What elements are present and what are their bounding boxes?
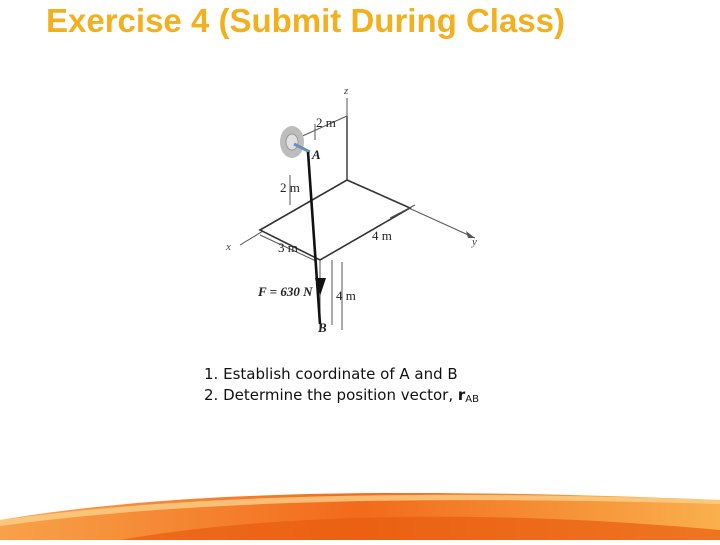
support-ring-inner [286, 134, 298, 150]
footer-swoosh-graphic [0, 460, 720, 540]
force-label: F = 630 N [258, 284, 313, 299]
position-vector-symbol: r [457, 386, 466, 404]
instruction-number: 1. [204, 365, 219, 383]
instruction-item-1 [204, 364, 479, 385]
x-axis-label: x [226, 241, 231, 253]
z-axis-label: z [344, 85, 349, 97]
dim-y-label: 4 m [372, 228, 392, 243]
diagram-svg [220, 80, 500, 350]
point-b-label: B [318, 320, 327, 335]
dim-left-label: 2 m [280, 180, 300, 195]
instruction-list [204, 364, 479, 410]
instruction-number: 2. [204, 386, 219, 404]
footer-swoosh [0, 460, 720, 540]
dim-x-label: 3 m [278, 240, 298, 255]
position-vector-subscript: AB [465, 394, 479, 405]
instruction-text: Establish coordinate of A and B [223, 365, 458, 383]
instruction-item-2 [204, 385, 479, 410]
dim-top-label: 2 m [316, 115, 336, 130]
instruction-text: Determine the position vector, [223, 386, 458, 404]
mechanics-diagram [220, 80, 500, 350]
dim-b-label: 4 m [336, 288, 356, 303]
y-axis-label: y [472, 236, 477, 248]
slide-title: Exercise 4 (Submit During Class) [46, 2, 565, 39]
point-a-label: A [312, 147, 321, 162]
